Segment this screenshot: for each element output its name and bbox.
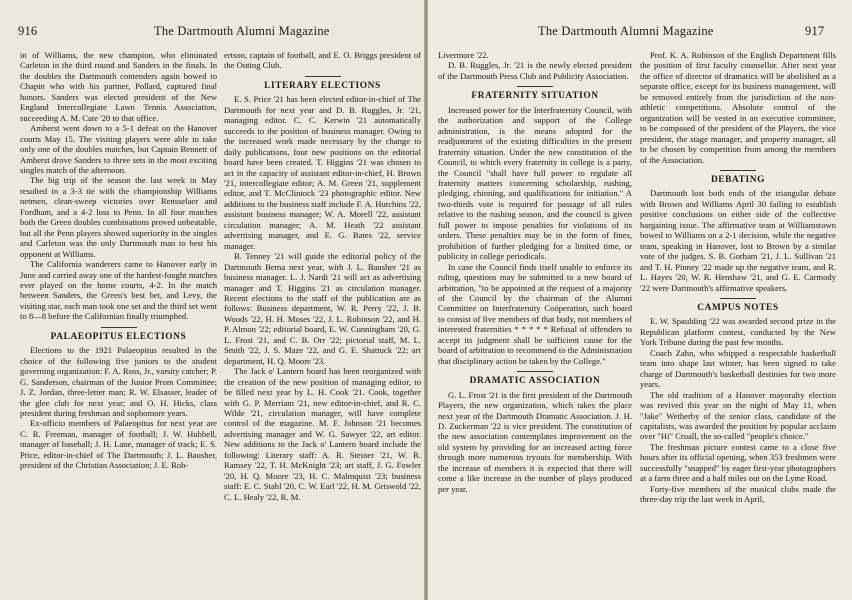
paragraph: Amherst went down to a 5-1 defeat on the Hanover courts May 15. The visiting players were able to take only one of the doubles matches, but Captain Bennett of Amherst drove Sanders to three sets in the most exciting singles match of the afternoon. xyxy=(20,123,217,175)
paragraph: The Jack o' Lantern board has been reorganized with the creation of the new position of managing editor, to be filled next year by L. H. Cook '21. Cook, together with G. P. Merriam '21, new editor-in-chief, and R. C. Wilde '21, circulation manager, will have complete control of the magazine. M. F. Johnson '21 becomes advertising manager and W. G. Sawyer '22, art editor. New additions to the Jack o' Lantern board include the following: Literary staff: A. R. Steiner '21, W. R. Ramsey '22, T. H. McKnight '23; art staff, J. G. Fowler '20, H. Q. Moore '23, H. C. Malmquist '23; business staff: E. C. Stahl '20, C. W. Earl '22, H. M. Griswold '22, C. L. Healy '22, R. M. xyxy=(224,366,421,502)
paragraph: Coach Zahn, who whipped a respectable basketball team into shape last winter, has been signed to take charge of Dartmouth's basketball destinies for two more years. xyxy=(640,347,836,390)
paragraph: B. Tenney '21 will guide the editorial policy of the Dartmouth Bema next year, with J. L. Bausher '21 as business manager. L. J. Nardi '21 will act as advertising manager and T. Higgins '21 as circulation manager. Recent elections to the staff of the publication are as follows: Business department, W. R. Perry '22, J. B. Woods '22, H. H. Moses '22, J. L. Robinson '22, and H. P. Almon '22; editorial board, E. W. Cunningham '20, G. L. Frost '21, and C. B. Orr '22; pictorial staff, M. L. Smith '22, J. S. Maze '22, and G. E. Shattuck '22; art department, H. Q. Moore '23. xyxy=(224,251,421,366)
paragraph: D. B. Ruggles, Jr. '21 is the newly elected president of the Dartmouth Press Club and Publicity Association. xyxy=(438,60,632,81)
paragraph: The old tradition of a Hanover mayoralty election was revived this year on the night of May 11, when "Jake" Wetherby of the senior class, candidate of the capitalists, was awarded the position by popular acclaim over "Hi" Croall, the so-called "people's choice." xyxy=(640,389,836,442)
paragraph: Prof. K. A. Robinson of the English Department fills the position of first faculty counsellor. After next year the office of director of dramatics will be abolished as a separate office, except for its business management, will be removed entirely from the jurisdiction of the non-athletic competitions. Absolute control of the organization will be vested in an executive committee, to be composed of the president of the Players, the vice president, the stage manager, and property manager, all to be chosen by competition from among the members of the Association. xyxy=(640,50,836,165)
left-page xyxy=(0,0,424,600)
section-heading-campus-notes: CAMPUS NOTES xyxy=(697,302,779,313)
section-divider xyxy=(517,371,553,372)
paragraph: The California wanderers came to Hanover early in June and carried away one of the hardest-fought matches ever played on the home courts, 4-2. In the match between Sanders, the Green's best bet, and Levy, the visiting star, each man took one set and the third set went to 8—8 before the Californian finally triumphed. xyxy=(20,259,217,322)
left-column-1 xyxy=(20,50,217,471)
paragraph: Increased power for the Interfraternity Council, with the authorization and support of the College administration, is the means adopted for the readjustment of the existing difficulties in the present fraternity situation. Under the new constitution of the Council, to which every fraternity in college is a party, the Council "shall have full power to regulate all fraternity matters concerning scholarship, rushing, pledging, chinning, and qualifications for initiation." A two-thirds vote is required for passage of all rules relative to the rushing season, and the council is given full power to impose penalties for violations of its orders. These penalties may be in the form of fines, prohibition of further pledging for a limited time, or publicity in college periodicals. xyxy=(438,104,632,262)
section-heading-fraternity: FRATERNITY SITUATION xyxy=(471,91,599,102)
section-heading-debating: DEBATING xyxy=(710,174,766,185)
paragraph: Ex-officio members of Palaeopitus for next year are C. R. Freeman, manager of football; J. W. Hubbell, manager of baseball; J. H. Lane, manager of track; E. S. Price, editor-in-chief of The Dartmouth; J. L. Bausher, president of the Christian Association; J. E. Rob- xyxy=(20,418,217,471)
paragraph: Dartmouth lost both ends of the triangular debate with Brown and Williams April 30 failing to establish positive conclusions on either side of the collective bargaining issue. The affirmative team at Williamstown bowed to Williams on a 2-1 decision, while the negative team, speaking in Hanover, lost to Brown by a similar vote of the judges. S. B. Gorham '21, J. L. Sullivan '21 and T. H. Pinney '22 made up the negative team, and R. L. Hayes '20, W. R. Henshaw '21, and G. E. Carmody '22 were Dartmouth's affirmative speakers. xyxy=(640,188,836,293)
section-divider xyxy=(305,76,341,77)
paragraph: The freshman picture contest came to a close five hours after its official opening, when 353 freshmen were successfully "snapped" by eager first-year photographers at a farm three and a half miles out on the Lyme Road. xyxy=(640,441,836,484)
left-page-header xyxy=(0,24,424,40)
left-running-title: The Dartmouth Alumni Magazine xyxy=(154,24,330,38)
section-heading-literary: LITERARY ELECTIONS xyxy=(264,80,381,91)
right-page xyxy=(428,0,852,600)
section-divider xyxy=(720,298,756,299)
right-column-2 xyxy=(640,50,836,505)
paragraph: In case the Council finds itself unable to enforce its ruling, questions may be submitted to a new board of arbitration, "to be appointed at the request of a majority of the Council by the chairman of the Alumni Committee on Interfraternity Coöperation, such board to consist of five members of that body, not members of interested fraternities * * * * * Refusal of offenders to accept its judgment shall be sufficient cause for the board of arbitration to recommend to the Administration that disciplinary action be taken by the College." xyxy=(438,261,632,366)
right-running-title: The Dartmouth Alumni Magazine xyxy=(538,24,714,38)
left-page-number: 916 xyxy=(18,24,38,38)
paragraph: E. W. Spaulding '22 was awarded second prize in the Republican platform contest, conducted by the New York Tribune during the past few months. xyxy=(640,316,836,348)
right-column-1 xyxy=(438,50,632,494)
right-page-number: 917 xyxy=(805,24,825,38)
paragraph: in of Williams, the new champion, who eliminated Carleton in the third round and Sanders in the finals. In the doubles the Dartmouth contenders again bowed to Chapin who with his partner, Pollard, captured final honors. Sanders was elected president of the New England Intercollegiate Lawn Tennis Association, succeeding A. M. Cate '20 to that office. xyxy=(20,50,217,123)
section-divider xyxy=(720,170,756,171)
section-divider xyxy=(101,327,137,328)
paragraph: The big trip of the season the last week in May resulted in a 3-3 tie with the championship Williams netmen, clean-sweep victories over Rensselaer and Fordham, and a 4-2 loss to Penn. In all four matches both the Green doubles combinations proved unbeatable, but all the Penn players showed superiority in the singles and Carleton was the only Dartmouth man to best his opponent at Williams. xyxy=(20,175,217,259)
paragraph: Elections to the 1921 Palaeopitus resulted in the choice of the following five juniors to the student governing organization: F. A. Ross, Jr., varsity catcher; P. G. Sanderson, chairman of the Junior Prom Committee; J. Z. Jordan, three-letter man; R. W. Elsasser, leader of the glee club for next year; and O. H. Hicks, class president during freshman and sophomore years. xyxy=(20,345,217,418)
section-divider xyxy=(517,86,553,87)
paragraph: Forty-five members of the musical clubs made the three-day trip the last week in April, xyxy=(640,483,836,505)
paragraph: ertson, captain of football, and E. O. Briggs president of the Outing Club. xyxy=(224,50,421,71)
section-heading-palaeopitus: PALAEOPITUS ELECTIONS xyxy=(50,331,187,342)
right-page-header xyxy=(428,24,852,40)
section-heading-dramatic: DRAMATIC ASSOCIATION xyxy=(469,376,601,387)
paragraph: Livermore '22. xyxy=(438,50,489,60)
paragraph: G. L. Frost '21 is the first president of the Dartmouth Players, the new organization, which takes the place next year of the Dartmouth Dramatic Association. J. H. D. Zuckerman '22 is vice president. The constitution of the new association contemplates improvement on the old system by providing for an increased acting force through more numerous tryouts for membership. With the increase of members it is expected that there will come a like increase in the number of plays produced per year. xyxy=(438,389,632,494)
paragraph: E. S. Price '21 has been elected editor-in-chief of The Dartmouth for next year and D. B. Ruggles, Jr. '21, managing editor. C. C. Kerwin '21 automatically succeeds to the position of business manager. Owing to the increased work made necessary by the change to daily publications, four new positions on the editorial board have been created. T. Higgins '21 was chosen to act in the capacity of assistant editor-in-chief, H. Brown '21, intercollegiate editor; A. M. Green '21, supplement editor, and T. McClintock '23 photographic editor. New additions to the business staff include F. A. Hutchins '22, assistant business manager; W. A. Morell '22, assistant circulation manager; A. M. Heath '22 assistant advertising manager, and E. G. Bates '22, service manager. xyxy=(224,94,421,251)
left-column-2 xyxy=(224,50,421,502)
